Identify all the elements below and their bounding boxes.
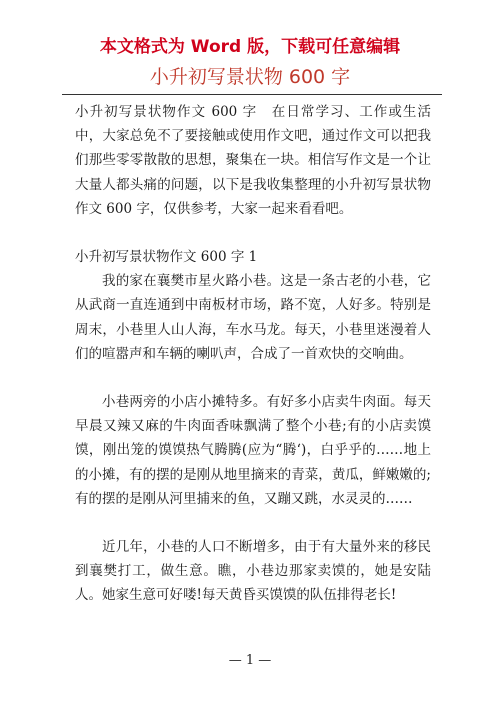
paragraph-gap xyxy=(75,511,431,535)
download-banner: 本文格式为 Word 版，下载可任意编辑 xyxy=(99,37,401,57)
title-divider xyxy=(62,94,442,95)
body-paragraph-3: 近几年，小巷的人口不断增多，由于有大量外来的移民到襄樊打工，做生意。瞧，小巷边那家卖馍的，她是安陆人。她家生意可好喽!每天黄昏买馍馍的队伍排得老长! xyxy=(75,539,431,604)
body-paragraph-2: 小巷两旁的小店小摊特多。有好多小店卖牛肉面。每天早晨又辣又麻的牛肉面香味飘满了整个小巷;有的小店卖馍馍，刚出笼的馍馍热气腾腾(应为“腾‘)，白乎乎的……地上的小摊，有的摆的是刚从地里摘来的青菜，黄瓜，鲜嫩嫩的;有的摆的是刚从河里捕来的鱼，又蹦又跳，水灵灵的…… xyxy=(75,394,431,507)
section-heading: 小升初写景状物作文 600 字 1 xyxy=(75,249,258,266)
paragraph-gap xyxy=(75,366,431,390)
document-body xyxy=(75,100,431,608)
document-title: 小升初写景状物 600 字 xyxy=(149,66,351,88)
intro-paragraph: 小升初写景状物作文 600 字 在日常学习、工作或生活中，大家总免不了要接触或使用作文吧，通过作文可以把我们那些零零散散的思想，聚集在一块。相信写作文是一个让大量人都头痛的问题，以下是我收集整理的小升初写景状物作文 600 字，仅供参考，大家一起来看看吧。 xyxy=(75,104,431,217)
page-number: — 1 — xyxy=(228,653,272,668)
body-paragraph-1: 我的家在襄樊市星火路小巷。这是一条古老的小巷，它从武商一直连通到中南板材市场，路不宽，人好多。特别是周末，小巷里人山人海，车水马龙。每天，小巷里迷漫着人们的喧嚣声和车辆的喇叭声，合成了一首欢快的交响曲。 xyxy=(75,273,431,362)
paragraph-gap xyxy=(75,221,431,245)
